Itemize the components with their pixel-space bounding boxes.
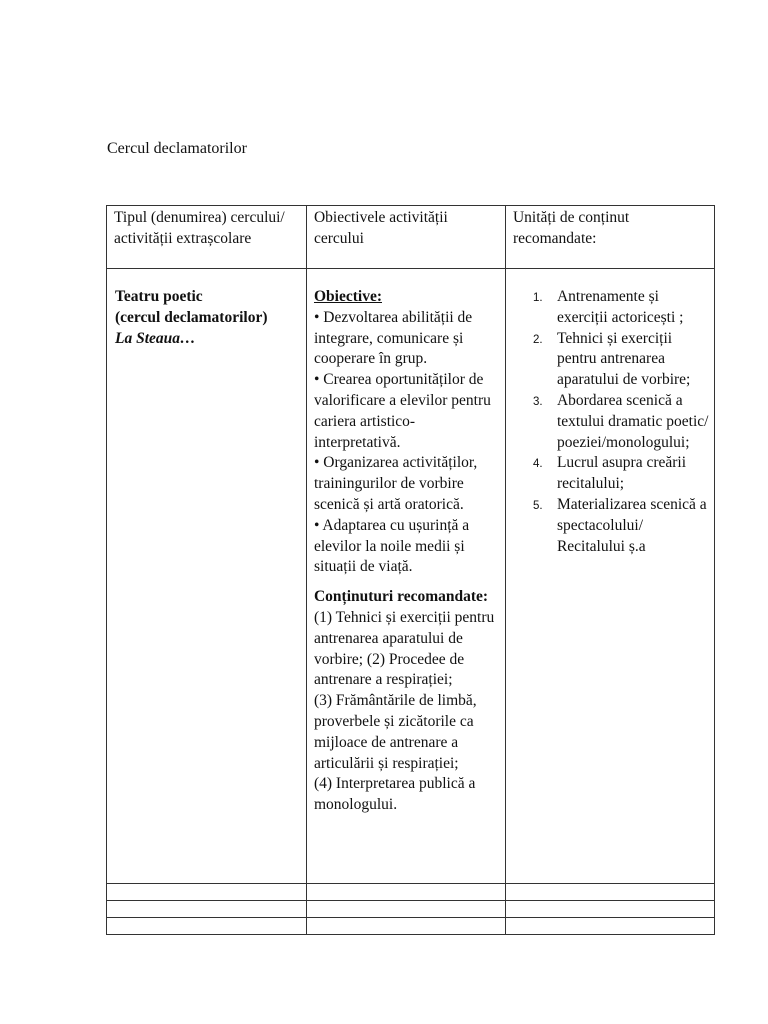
list-item — [506, 391, 710, 453]
list-item — [506, 287, 710, 329]
objectives-cell — [306, 269, 505, 884]
content-units-list — [506, 287, 710, 557]
header-cell — [505, 206, 714, 269]
activity-name: La Steaua… — [115, 329, 196, 347]
list-number: 1. — [532, 292, 543, 304]
activity-type: Teatru poetic — [115, 288, 203, 305]
activity-table — [106, 205, 715, 935]
content-units-cell — [505, 269, 714, 884]
list-item — [506, 453, 710, 495]
objective-item: • Adaptarea cu ușurință a elevilor la noile medii și situații de viață. — [313, 516, 470, 576]
document-title: Cercul declamatorilor — [107, 140, 247, 157]
list-text: Abordarea scenică a textului dramatic poetic/ poeziei/monologului; — [556, 391, 709, 451]
objective-item: • Crearea oportunităților de valorificare a elevilor pentru cariera artistico-interpretativă. — [313, 371, 491, 451]
empty-row — [107, 918, 715, 935]
objective-item: • Organizarea activităților, trainingurilor de vorbire scenică și artă oratorică. — [313, 454, 478, 513]
objective-item: • Dezvoltarea abilității de integrare, comunicare și cooperare în grup. — [313, 308, 473, 368]
list-text: Lucrul asupra creării recitalului; — [556, 454, 687, 493]
contents-label: Conținuturi recomandate: — [313, 588, 489, 606]
header-content-units: Unități de conținut recomandate: — [512, 209, 630, 247]
list-text: Antrenamente și exerciții actoricești ; — [556, 288, 684, 326]
activity-subtitle: (cercul declamatorilor) — [115, 308, 268, 326]
type-cell — [107, 269, 307, 884]
list-item — [506, 329, 710, 391]
list-number: 2. — [532, 333, 543, 346]
empty-row — [107, 884, 715, 901]
content-item: (4) Interpretarea publică a monologului. — [313, 775, 476, 814]
header-type: Tipul (denumirea) cercului/ activității extrașcolare — [114, 209, 285, 247]
content-item: (1) Tehnici și exerciții pentru antrenarea aparatului de vorbire; (2) Procedee de antrenare a respirației; — [313, 608, 495, 689]
table-row — [107, 269, 715, 884]
header-objectives: Obiectivele activității cercului — [313, 209, 448, 247]
empty-row — [107, 901, 715, 918]
list-number: 4. — [532, 458, 543, 471]
content-item: (3) Frământările de limbă, proverbele și zicătorile ca mijloace de antrenare a articulării și respirației; — [313, 692, 477, 772]
header-cell — [107, 206, 307, 269]
list-text: Tehnici și exerciții pentru antrenarea aparatului de vorbire; — [556, 329, 691, 389]
table-header-row — [107, 206, 715, 269]
list-text: Materializarea scenică a spectacolului/ Recitalului ș.a — [556, 495, 707, 555]
list-item — [506, 495, 710, 557]
list-number: 5. — [532, 499, 543, 512]
header-cell — [306, 206, 505, 269]
list-number: 3. — [532, 395, 543, 408]
objectives-label: Obiective: — [313, 288, 382, 305]
